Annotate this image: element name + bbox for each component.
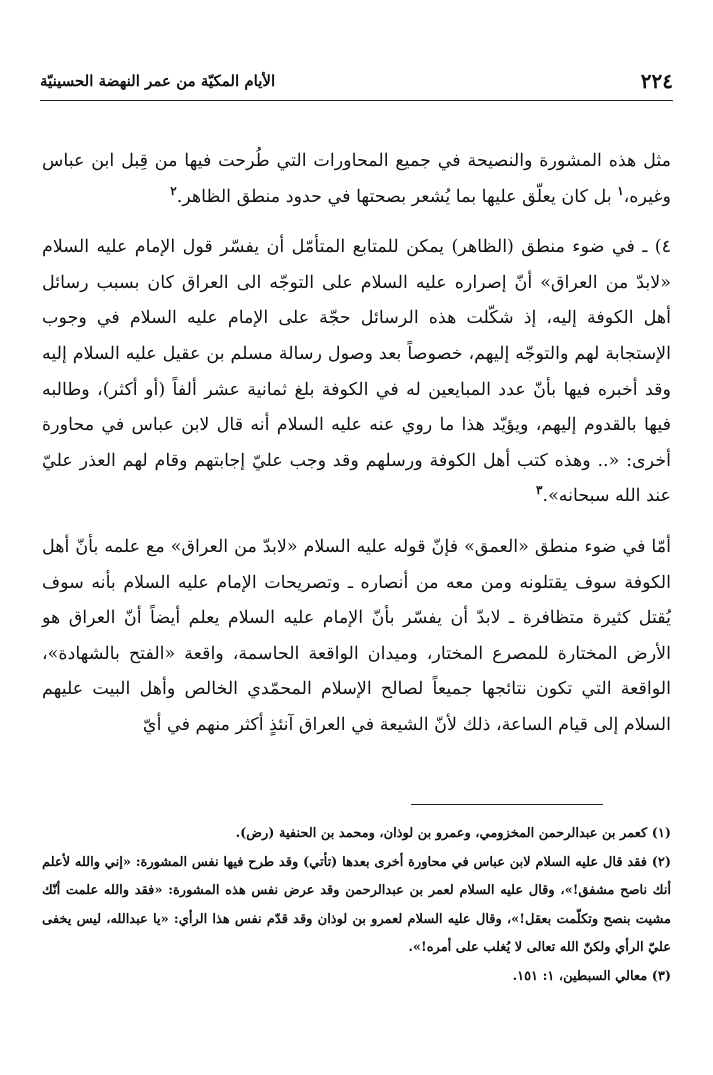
main-text (42, 144, 671, 759)
paragraph-2-text: ٤) ـ في ضوء منطق (الظاهر) يمكن للمتابع المتأمّل أن يفسّر قول الإمام عليه السلام «لابدّ من العراق» أنّ إصراره عليه السلام على التوجّه الى العراق كان بسبب رسائل أهل الكوفة إليه، إذ شكّلت هذه الرسائل حجّة على الإمام عليه السلام في وجوب الإستجابة لهم والتوجّه إليهم، خصوصاً بعد وصول رسالة مسلم بن عقيل عليه السلام إليه وقد أخبره فيها بأنّ عدد المبايعين له في الكوفة بلغ ثمانية عشر ألفاً (أو أكثر)، وطالبه فيها بالقدوم إليهم، ويؤيّد هذا ما روي عنه عليه السلام أنه قال لابن عباس في محاورة أخرى: «.. وهذه كتب أهل الكوفة ورسلهم وقد وجب عليّ إجابتهم وقام لهم العذر عليّ عند الله سبحانه». (42, 237, 671, 507)
footnote-ref-3[interactable]: ٣ (536, 483, 543, 498)
footnote-ref-1[interactable]: ١ (617, 183, 624, 198)
paragraph-1-text-cont: بل كان يعلّق عليها بما يُشعر بصحتها في حدود منطق الظاهر. (176, 186, 618, 207)
paragraph-1-text: مثل هذه المشورة والنصيحة في جميع المحاورات التي طُرحت فيها من قِبل ابن عباس وغيره، (42, 151, 671, 207)
page-number: ٢٢٤ (640, 69, 673, 93)
footnotes (42, 820, 671, 991)
footnote-1: (١) كعمر بن عبدالرحمن المخزومي، وعمرو بن لوذان، ومحمد بن الحنفية (رض). (235, 826, 671, 841)
paragraph-3-text: أمّا في ضوء منطق «العمق» فإنّ قوله عليه السلام «لابدّ من العراق» مع علمه بأنّ أهل الكوفة سوف يقتلونه ومن معه من أنصاره ـ وتصريحات الإمام عليه السلام بأنه سوف يُقتل كثيرة متظافرة ـ لابدّ أن يفسّر بأنّ الإمام عليه السلام يعلم أيضاً أنّ العراق هو الأرض المختارة للمصرع المختار، وميدان الواقعة الحاسمة، واقعة «الفتح بالشهادة»، الواقعة التي تكون نتائجها جميعاً لصالح الإسلام المحمّدي الخالص وأهل البيت عليهم السلام إلى قيام الساعة، ذلك لأنّ الشيعة في العراق آنئذٍ أكثر منهم في أيّ (42, 536, 671, 735)
footnote-divider (411, 804, 603, 805)
footnote-3: (٣) معالي السبطين، ١: ١٥١. (512, 968, 671, 984)
paragraph-1 (42, 144, 671, 215)
footnote-2: (٢) فقد قال عليه السلام لابن عباس في محاورة أخرى بعدها (تأتي) وقد طرح فيها نفس المشورة: «إني والله لأعلم أنك ناصح مشفق!»، وقال عليه السلام لعمر بن عبدالرحمن وقد عرض نفس هذه المشورة: «فقد والله علمت أنّك مشيت بنصح وتكلّمت بعقل!»، وقال عليه السلام لعمرو بن لوذان وقد قدّم نفس هذا الرأي: «يا عبدالله، ليس يخفى عليّ الرأي ولكنّ الله تعالى لا يُغلب على أمره!». (42, 854, 671, 955)
footnote-ref-2[interactable]: ٢ (170, 183, 177, 198)
running-title: الأيام المكيّة من عمر النهضة الحسينيّة (40, 72, 276, 90)
page-header (40, 66, 673, 101)
paragraph-3 (42, 530, 671, 744)
paragraph-2 (42, 230, 671, 515)
